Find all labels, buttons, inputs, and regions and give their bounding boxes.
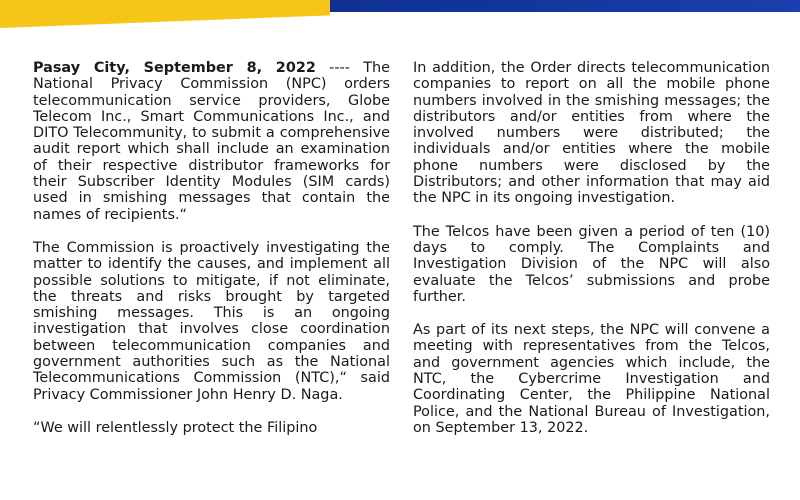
article-paragraph-5: The Telcos have been given a period of ten (10) days to comply. The Complaints and Investigation Division of the NPC will also evaluate the Telcos’ submissions and probe further.: [413, 223, 770, 305]
header-accent-stripe: [0, 0, 330, 28]
article-paragraph-4: In addition, the Order directs telecommunication companies to report on all the mobile phone numbers involved in the smishing messages; the distributors and/or entities from where the involved numbers were distributed; the individuals and/or entities where the mobile phone numbers were disclosed by the Distributors; and other information that may aid the NPC in its ongoing investigation.: [413, 60, 770, 207]
paragraph-text: ---- The National Privacy Commission (NPC) orders telecommunication service providers, Globe Telecom Inc., Smart Communications Inc., and DITO Telecommunity, to submit a comprehensive audit report which shall include an examination of their respective distributor frameworks for their Subscriber Identity Modules (SIM cards) used in smishing messages that contain the names of recipients.“: [33, 60, 391, 223]
dateline: Pasay City, September 8, 2022: [33, 60, 316, 76]
article-paragraph-2: The Commission is proactively investigating the matter to identify the causes, and implement all possible solutions to mitigate, if not eliminate, the threats and risks brought by targeted smishing messages. This is an ongoing investigation that involves close coordination between telecommunication companies and government authorities such as the National Telecommunications Commission (NTC),“ said Privacy Commissioner John Henry D. Naga.: [33, 239, 390, 403]
article-paragraph-3: “We will relentlessly protect the Filipino: [33, 419, 318, 436]
right-column: [413, 60, 770, 453]
article-paragraph-6: As part of its next steps, the NPC will convene a meeting with representatives from the Telcos, and government agencies which include, the NTC, the Cybercrime Investigation and Coordinating Center, the Philippine National Police, and the National Bureau of Investigation, on September 13, 2022.: [413, 322, 770, 436]
article-paragraph-1: [33, 60, 390, 223]
left-column: [33, 60, 390, 453]
